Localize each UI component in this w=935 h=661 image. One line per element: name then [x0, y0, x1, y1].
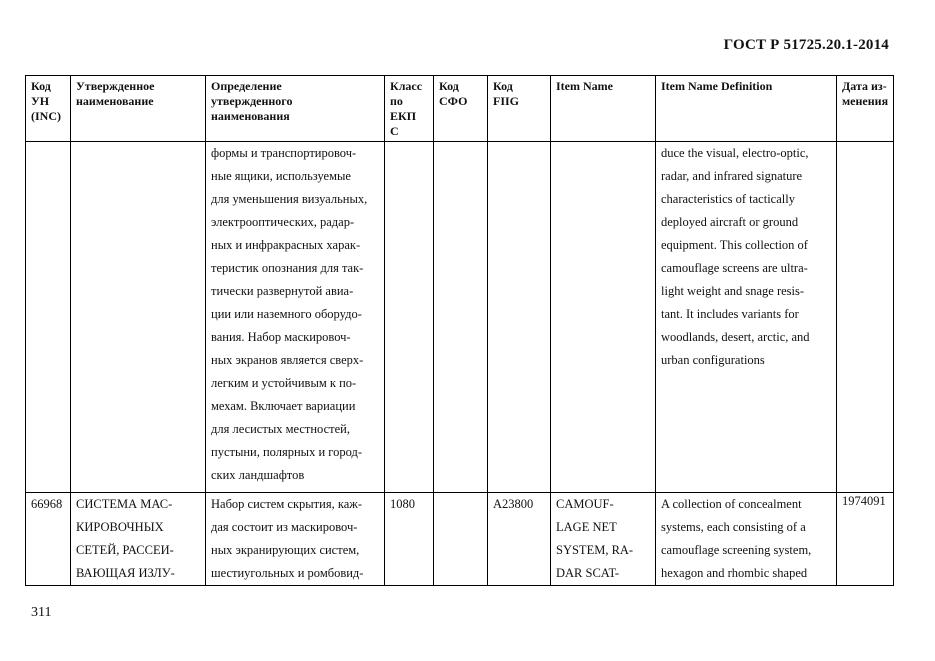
header-definition: Определение утвержденного наименования	[206, 76, 385, 142]
cell-inc	[26, 142, 71, 493]
cell-approved-name: СИСТЕМА МАС- КИРОВОЧНЫХ СЕТЕЙ, РАССЕИ- ВАЮЩАЯ ИЗЛУ-	[71, 493, 206, 586]
header-date: Дата из- менения	[837, 76, 894, 142]
cell-item-name	[551, 142, 656, 493]
cell-fiig	[488, 142, 551, 493]
table-row-66968	[26, 493, 894, 586]
header-fiig: Код FIIG	[488, 76, 551, 142]
cell-inc: 66968	[26, 493, 71, 586]
cell-date: 1974091	[837, 493, 894, 586]
header-item-name: Item Name	[551, 76, 656, 142]
cell-class	[385, 142, 434, 493]
cell-definition: Набор систем скрытия, каж- дая состоит из маскировоч- ных экранирующих систем, шестиугольных и ромбовид-	[206, 493, 385, 586]
cell-class: 1080	[385, 493, 434, 586]
specification-table	[25, 75, 894, 586]
header-inc: Код УН (INC)	[26, 76, 71, 142]
cell-item-name-definition: duce the visual, electro-optic, radar, and infrared signature characteristics of tactically deployed aircraft or ground equipment. This collection of camouflage screens are ultra- light weight and snage resis- tant. It includes variants for woodlands, desert, arctic, and urban configurations	[656, 142, 837, 493]
cell-item-name: CAMOUF- LAGE NET SYSTEM, RA- DAR SCAT-	[551, 493, 656, 586]
page-number: 311	[31, 605, 52, 620]
document-standard-title: ГОСТ Р 51725.20.1-2014	[723, 37, 889, 53]
table-row-continuation	[26, 142, 894, 493]
cell-sfo	[434, 142, 488, 493]
header-approved-name: Утвержденное наименование	[71, 76, 206, 142]
cell-item-name-definition: A collection of concealment systems, each consisting of a camouflage screening system, hexagon and rhombic shaped	[656, 493, 837, 586]
table-header-row	[26, 76, 894, 142]
header-class: Класс по ЕКП С	[385, 76, 434, 142]
header-sfo: Код СФО	[434, 76, 488, 142]
cell-sfo	[434, 493, 488, 586]
cell-definition: формы и транспортировоч- ные ящики, используемые для уменьшения визуальных, электрооптических, радар- ных и инфракрасных харак- теристик опознания для так- тически развернутой авиа- ции или наземного оборудо- вания. Набор маскировоч- ных экранов является сверх- легким и устойчивым к по- мехам. Включает вариации для лесистых местностей, пустыни, полярных и город- ских ландшафтов	[206, 142, 385, 493]
header-item-name-definition: Item Name Definition	[656, 76, 837, 142]
cell-date	[837, 142, 894, 493]
cell-fiig: A23800	[488, 493, 551, 586]
cell-approved-name	[71, 142, 206, 493]
